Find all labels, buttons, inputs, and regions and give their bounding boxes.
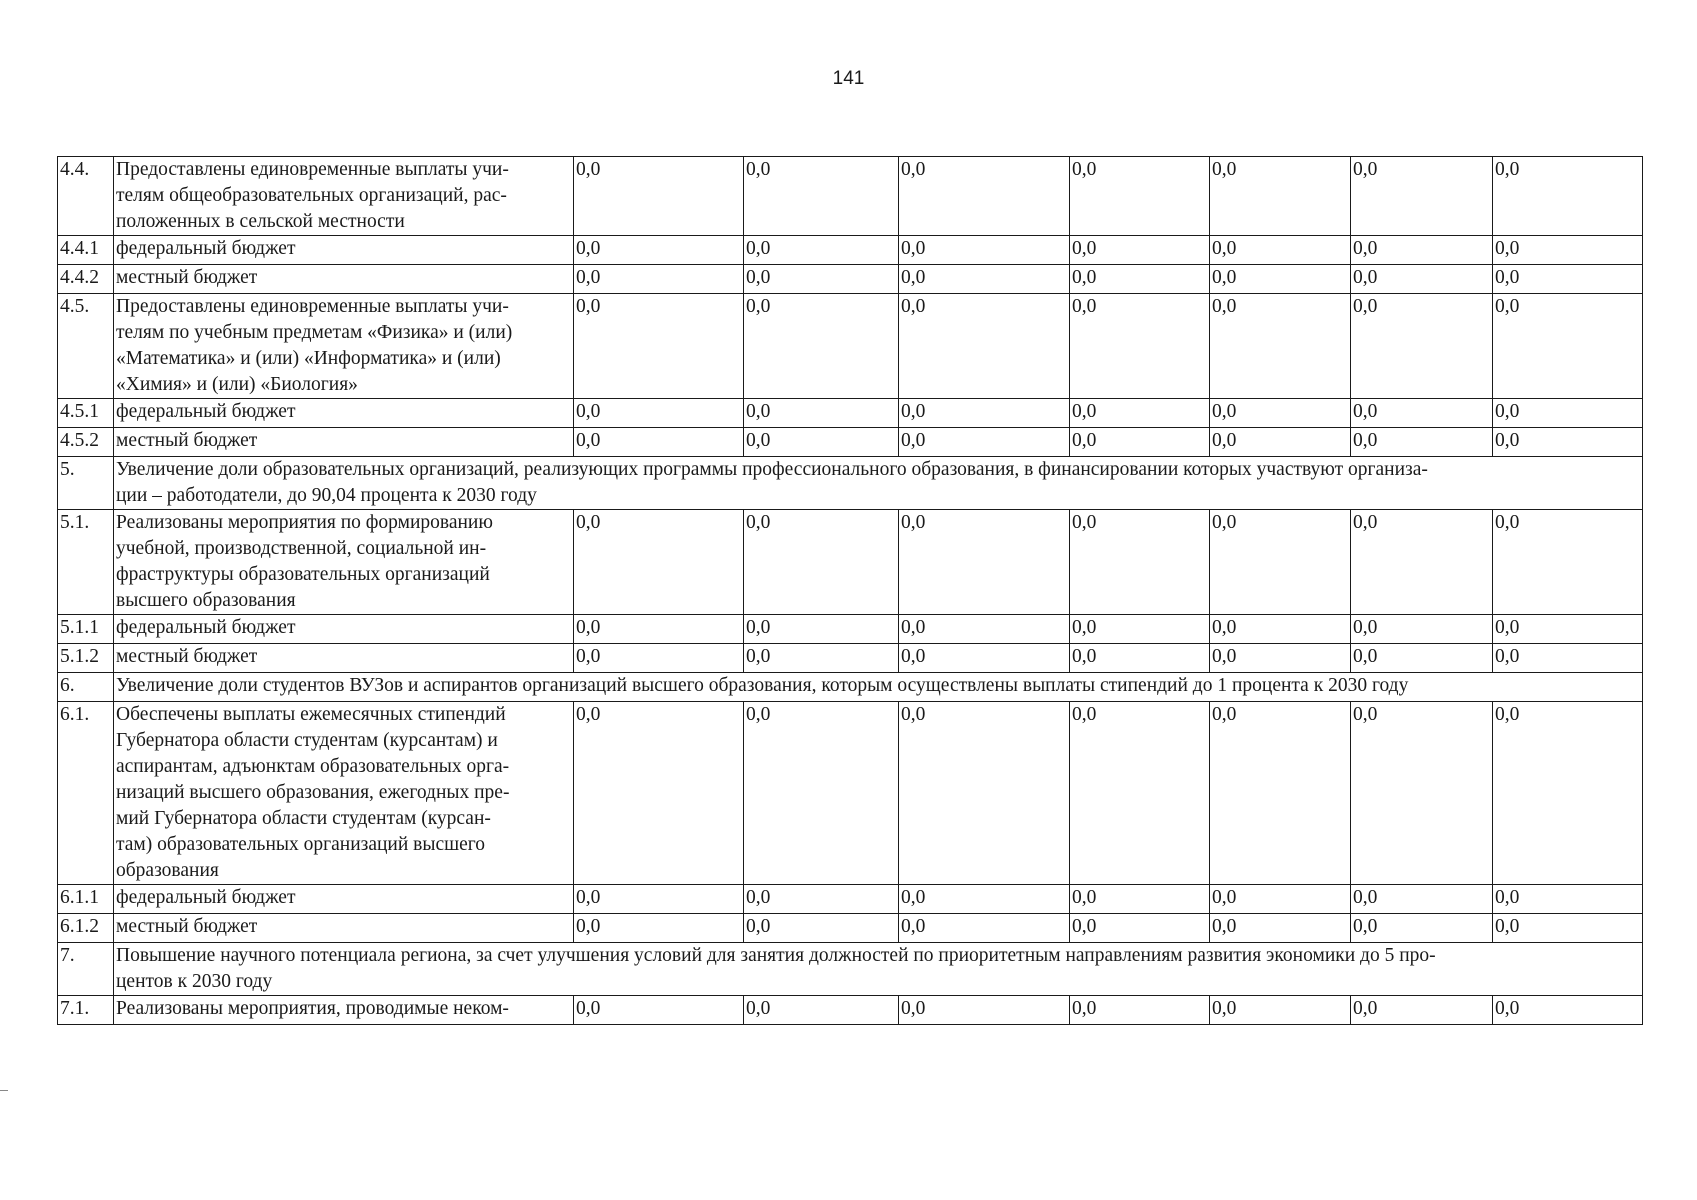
budget-table [57, 156, 1643, 1025]
table-row [58, 399, 1643, 428]
row-name: Обеспечены выплаты ежемесячных стипендий Губернатора области студентам (курсантам) и аспирантам, адъюнктам образовательных орга- низаций высшего образования, ежегодных пре- мий Губернатора области студентам (курсан- там) образовательных организаций высшего образования [114, 702, 574, 885]
row-code: 7.1. [58, 996, 114, 1025]
value-cell: 0,0 [1070, 265, 1210, 294]
value-cell: 0,0 [1351, 914, 1493, 943]
goal-row [58, 943, 1643, 996]
value-cell: 0,0 [899, 399, 1070, 428]
row-name: федеральный бюджет [114, 399, 574, 428]
value-cell: 0,0 [1210, 294, 1351, 399]
value-cell: 0,0 [1493, 702, 1643, 885]
value-cell: 0,0 [1210, 885, 1351, 914]
row-name: местный бюджет [114, 644, 574, 673]
value-cell: 0,0 [1493, 157, 1643, 236]
value-cell: 0,0 [1070, 914, 1210, 943]
row-code: 4.5.2 [58, 428, 114, 457]
row-code: 5. [58, 457, 114, 510]
value-cell: 0,0 [1070, 510, 1210, 615]
value-cell: 0,0 [744, 914, 899, 943]
value-cell: 0,0 [1493, 510, 1643, 615]
row-name: Предоставлены единовременные выплаты учи- телям общеобразовательных организаций, рас- положенных в сельской местности [114, 157, 574, 236]
value-cell: 0,0 [1070, 428, 1210, 457]
value-cell: 0,0 [1210, 265, 1351, 294]
value-cell: 0,0 [574, 510, 744, 615]
table-body [58, 157, 1643, 1025]
value-cell: 0,0 [574, 914, 744, 943]
goal-description: Повышение научного потенциала региона, за счет улучшения условий для занятия должностей по приоритетным направлениям развития экономики до 5 про- центов к 2030 году [114, 943, 1643, 996]
value-cell: 0,0 [1351, 399, 1493, 428]
row-name: местный бюджет [114, 914, 574, 943]
value-cell: 0,0 [1351, 265, 1493, 294]
row-name: Реализованы мероприятия по формированию учебной, производственной, социальной ин- фраструктуры образовательных организаций высшего образования [114, 510, 574, 615]
value-cell: 0,0 [1493, 615, 1643, 644]
value-cell: 0,0 [899, 615, 1070, 644]
value-cell: 0,0 [899, 644, 1070, 673]
goal-description: Увеличение доли студентов ВУЗов и аспирантов организаций высшего образования, которым осуществлены выплаты стипендий до 1 процента к 2030 году [114, 673, 1643, 702]
row-code: 4.4. [58, 157, 114, 236]
row-code: 4.5.1 [58, 399, 114, 428]
value-cell: 0,0 [1070, 294, 1210, 399]
page-number: 141 [832, 68, 865, 89]
value-cell: 0,0 [1493, 885, 1643, 914]
value-cell: 0,0 [899, 265, 1070, 294]
row-code: 6. [58, 673, 114, 702]
value-cell: 0,0 [1210, 236, 1351, 265]
value-cell: 0,0 [1210, 510, 1351, 615]
value-cell: 0,0 [899, 428, 1070, 457]
value-cell: 0,0 [1493, 996, 1643, 1025]
row-name: федеральный бюджет [114, 885, 574, 914]
value-cell: 0,0 [574, 644, 744, 673]
table-row [58, 996, 1643, 1025]
value-cell: 0,0 [1351, 644, 1493, 673]
value-cell: 0,0 [899, 294, 1070, 399]
goal-description: Увеличение доли образовательных организаций, реализующих программы профессионального образования, в финансировании которых участвуют организа- ции – работодатели, до 90,04 процента к 2030 году [114, 457, 1643, 510]
value-cell: 0,0 [1493, 294, 1643, 399]
value-cell: 0,0 [744, 157, 899, 236]
row-name: федеральный бюджет [114, 615, 574, 644]
value-cell: 0,0 [1351, 510, 1493, 615]
value-cell: 0,0 [1070, 996, 1210, 1025]
row-name: федеральный бюджет [114, 236, 574, 265]
row-code: 6.1.1 [58, 885, 114, 914]
value-cell: 0,0 [1493, 644, 1643, 673]
value-cell: 0,0 [1210, 644, 1351, 673]
value-cell: 0,0 [1493, 399, 1643, 428]
table-row [58, 428, 1643, 457]
value-cell: 0,0 [899, 510, 1070, 615]
value-cell: 0,0 [744, 294, 899, 399]
value-cell: 0,0 [574, 399, 744, 428]
table-row [58, 157, 1643, 236]
value-cell: 0,0 [1070, 615, 1210, 644]
value-cell: 0,0 [1070, 644, 1210, 673]
value-cell: 0,0 [1351, 885, 1493, 914]
value-cell: 0,0 [899, 702, 1070, 885]
row-code: 6.1. [58, 702, 114, 885]
row-code: 7. [58, 943, 114, 996]
value-cell: 0,0 [1210, 914, 1351, 943]
value-cell: 0,0 [1351, 428, 1493, 457]
row-code: 5.1.1 [58, 615, 114, 644]
value-cell: 0,0 [1210, 157, 1351, 236]
table-row [58, 885, 1643, 914]
goal-row [58, 673, 1643, 702]
row-code: 4.4.1 [58, 236, 114, 265]
value-cell: 0,0 [744, 885, 899, 914]
value-cell: 0,0 [1210, 428, 1351, 457]
row-name: местный бюджет [114, 265, 574, 294]
value-cell: 0,0 [574, 702, 744, 885]
value-cell: 0,0 [1351, 236, 1493, 265]
value-cell: 0,0 [899, 885, 1070, 914]
value-cell: 0,0 [899, 914, 1070, 943]
row-code: 5.1.2 [58, 644, 114, 673]
value-cell: 0,0 [574, 996, 744, 1025]
value-cell: 0,0 [574, 428, 744, 457]
value-cell: 0,0 [899, 996, 1070, 1025]
value-cell: 0,0 [1493, 265, 1643, 294]
value-cell: 0,0 [1351, 294, 1493, 399]
row-code: 5.1. [58, 510, 114, 615]
page-edge-mark [0, 1090, 8, 1091]
value-cell: 0,0 [744, 236, 899, 265]
table-row [58, 914, 1643, 943]
value-cell: 0,0 [1351, 702, 1493, 885]
value-cell: 0,0 [1351, 157, 1493, 236]
table-row [58, 615, 1643, 644]
table-row [58, 236, 1643, 265]
row-name: Предоставлены единовременные выплаты учи- телям по учебным предметам «Физика» и (или) «Математика» и (или) «Информатика» и (или) «Химия» и (или) «Биология» [114, 294, 574, 399]
value-cell: 0,0 [574, 236, 744, 265]
table-row [58, 265, 1643, 294]
value-cell: 0,0 [744, 510, 899, 615]
value-cell: 0,0 [1493, 428, 1643, 457]
value-cell: 0,0 [1070, 157, 1210, 236]
row-name: Реализованы мероприятия, проводимые неком- [114, 996, 574, 1025]
table-row [58, 644, 1643, 673]
table-row [58, 294, 1643, 399]
value-cell: 0,0 [899, 236, 1070, 265]
value-cell: 0,0 [574, 157, 744, 236]
row-code: 4.5. [58, 294, 114, 399]
value-cell: 0,0 [1351, 615, 1493, 644]
row-code: 4.4.2 [58, 265, 114, 294]
goal-row [58, 457, 1643, 510]
value-cell: 0,0 [1493, 914, 1643, 943]
row-code: 6.1.2 [58, 914, 114, 943]
value-cell: 0,0 [744, 399, 899, 428]
table-row [58, 510, 1643, 615]
value-cell: 0,0 [1070, 236, 1210, 265]
table-row [58, 702, 1643, 885]
value-cell: 0,0 [744, 615, 899, 644]
value-cell: 0,0 [1070, 399, 1210, 428]
value-cell: 0,0 [1210, 702, 1351, 885]
value-cell: 0,0 [744, 265, 899, 294]
value-cell: 0,0 [1493, 236, 1643, 265]
value-cell: 0,0 [574, 885, 744, 914]
value-cell: 0,0 [1210, 399, 1351, 428]
row-name: местный бюджет [114, 428, 574, 457]
value-cell: 0,0 [899, 157, 1070, 236]
value-cell: 0,0 [744, 644, 899, 673]
value-cell: 0,0 [1210, 615, 1351, 644]
value-cell: 0,0 [574, 294, 744, 399]
value-cell: 0,0 [1070, 885, 1210, 914]
value-cell: 0,0 [1351, 996, 1493, 1025]
value-cell: 0,0 [1070, 702, 1210, 885]
value-cell: 0,0 [744, 996, 899, 1025]
value-cell: 0,0 [1210, 996, 1351, 1025]
value-cell: 0,0 [574, 265, 744, 294]
value-cell: 0,0 [574, 615, 744, 644]
value-cell: 0,0 [744, 428, 899, 457]
value-cell: 0,0 [744, 702, 899, 885]
